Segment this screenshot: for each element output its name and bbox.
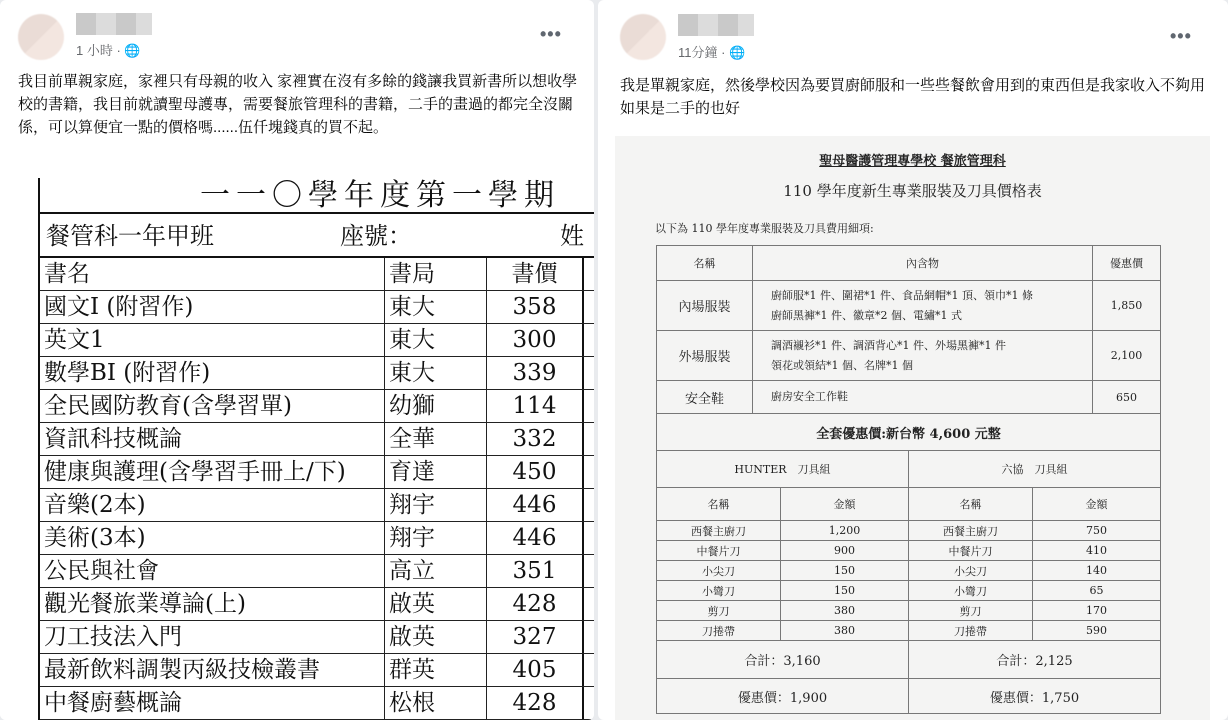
set-total: 合計：2,125 <box>909 641 1161 679</box>
table-row <box>657 601 1161 621</box>
header-cell: 金額 <box>781 488 909 521</box>
post-time[interactable] <box>76 40 141 59</box>
table-row <box>40 456 594 489</box>
item-name: 外場服裝 <box>657 331 753 381</box>
name-label: 姓 <box>560 222 584 250</box>
knife-name: 小尖刀 <box>657 561 781 581</box>
table-row <box>40 621 594 654</box>
item-price: 650 <box>1093 381 1161 414</box>
doc-title: 110 學年度新生專業服裝及刀具價格表 <box>783 182 1042 200</box>
booklist-table <box>38 178 594 720</box>
author-name-blurred[interactable] <box>76 13 152 35</box>
book-name: 公民與社會 <box>40 555 385 587</box>
header-cell: 名稱 <box>657 488 781 521</box>
item-price: 2,100 <box>1093 331 1161 381</box>
knife-name: 西餐主廚刀 <box>909 521 1033 541</box>
doc-title: 一一〇學年度第一學期 <box>40 178 594 214</box>
price: 446 <box>487 522 584 554</box>
header-cell: 優惠價 <box>1093 246 1161 281</box>
item-name: 內場服裝 <box>657 281 753 331</box>
book-name: 數學BI (附習作) <box>40 357 385 389</box>
price: 300 <box>487 324 584 356</box>
book-name: 刀工技法入門 <box>40 621 385 653</box>
knife-price: 150 <box>781 561 909 581</box>
price: 450 <box>487 456 584 488</box>
knife-price: 380 <box>781 601 909 621</box>
post-text: 我是單親家庭，然後學校因為要買廚師服和一些些餐飲會用到的東西但是我家收入不夠用如果是二手的也好 <box>620 77 1206 117</box>
knife-name: 西餐主廚刀 <box>657 521 781 541</box>
header-cell: 名稱 <box>909 488 1033 521</box>
table-header <box>657 246 1161 281</box>
contents-line: 調酒襯衫*1 件、調酒背心*1 件、外場黑褲*1 件 <box>771 338 1006 352</box>
more-options-button[interactable]: ••• <box>540 24 562 44</box>
set-title: HUNTER 刀具組 <box>657 451 909 488</box>
set-discount: 優惠價：1,900 <box>657 679 909 714</box>
knife-name: 刀捲帶 <box>657 621 781 641</box>
book-name: 健康與護理(含學習手冊上/下) <box>40 456 385 488</box>
table-row <box>40 555 594 588</box>
knife-price: 750 <box>1033 521 1161 541</box>
knife-price: 410 <box>1033 541 1161 561</box>
item-contents <box>753 331 1093 381</box>
globe-icon: 🌐 <box>124 43 141 58</box>
table-row <box>40 654 594 687</box>
book-name: 資訊科技概論 <box>40 423 385 455</box>
publisher: 翔宇 <box>385 522 487 554</box>
knife-price: 65 <box>1033 581 1161 601</box>
book-name: 觀光餐旅業導論(上) <box>40 588 385 620</box>
table-row <box>657 561 1161 581</box>
table-row <box>40 588 594 621</box>
school-name: 聖母醫護管理專學校 餐旅管理科 <box>819 154 1006 169</box>
class-row <box>40 214 594 258</box>
post-time[interactable] <box>678 42 745 61</box>
set-total: 合計：3,160 <box>657 641 909 679</box>
table-row <box>657 521 1161 541</box>
table-row <box>40 687 594 720</box>
knife-name: 中餐片刀 <box>909 541 1033 561</box>
price: 405 <box>487 654 584 686</box>
table-row <box>40 522 594 555</box>
uniform-table <box>656 245 1161 451</box>
contents-line: 廚師黑褲*1 件、徽章*2 個、電繡*1 式 <box>771 308 962 322</box>
knife-price: 170 <box>1033 601 1161 621</box>
item-contents <box>753 281 1093 331</box>
knife-price: 1,200 <box>781 521 909 541</box>
post-image[interactable] <box>615 136 1210 720</box>
price: 327 <box>487 621 584 653</box>
book-name: 中餐廚藝概論 <box>40 687 385 719</box>
price: 339 <box>487 357 584 389</box>
price: 428 <box>487 588 584 620</box>
class-label: 餐管科一年甲班 <box>46 222 214 250</box>
book-name: 英文1 <box>40 324 385 356</box>
table-row <box>657 281 1161 331</box>
knife-price: 590 <box>1033 621 1161 641</box>
more-options-button[interactable]: ••• <box>1170 26 1192 46</box>
post-card-1 <box>0 0 594 720</box>
book-name: 國文Ⅰ (附習作) <box>40 291 385 323</box>
avatar[interactable] <box>620 14 666 60</box>
contents-line: 廚師服*1 件、圍裙*1 件、食品網帽*1 頂、領巾*1 條 <box>771 288 1033 302</box>
globe-icon: 🌐 <box>729 45 746 60</box>
package-total: 全套優惠價:新台幣 4,600 元整 <box>657 414 1161 451</box>
time-text: 11分鐘 · <box>678 45 726 60</box>
item-price: 1,850 <box>1093 281 1161 331</box>
table-row <box>657 581 1161 601</box>
knife-name: 小彎刀 <box>909 581 1033 601</box>
publisher: 東大 <box>385 357 487 389</box>
book-name: 全民國防教育(含學習單) <box>40 390 385 422</box>
contents-line: 廚房安全工作鞋 <box>771 390 848 403</box>
table-row <box>40 390 594 423</box>
author-name-blurred[interactable] <box>678 14 754 36</box>
set-title: 六協 刀具組 <box>909 451 1161 488</box>
item-name: 安全鞋 <box>657 381 753 414</box>
price: 446 <box>487 489 584 521</box>
publisher: 松根 <box>385 687 487 719</box>
post-text: 我目前單親家庭，家裡只有母親的收入 家裡實在沒有多餘的錢讓我買新書所以想收學校的書籍，我目前就讀聖母護專，需要餐旅管理科的書籍，二手的畫過的都完全沒關係，可以算便宜一點的價格嗎......伍仟塊錢真的買不起。 <box>18 73 578 136</box>
publisher: 育達 <box>385 456 487 488</box>
knife-name: 刀捲帶 <box>909 621 1033 641</box>
table-row <box>657 331 1161 381</box>
book-name: 最新飲料調製丙級技檢叢書 <box>40 654 385 686</box>
post-card-2 <box>598 0 1228 720</box>
price: 358 <box>487 291 584 323</box>
contents-line: 領花或領結*1 個、名牌*1 個 <box>771 358 913 372</box>
header-cell: 書價 <box>487 258 584 290</box>
publisher: 幼獅 <box>385 390 487 422</box>
intro-text: 以下為 110 學年度專業服裝及刀具費用細項: <box>655 222 874 235</box>
publisher: 東大 <box>385 291 487 323</box>
header-cell: 書名 <box>40 258 385 290</box>
price: 114 <box>487 390 584 422</box>
time-text: 1 小時 · <box>76 43 121 58</box>
knife-table <box>656 450 1161 714</box>
book-name: 音樂(2本) <box>40 489 385 521</box>
table-row <box>40 357 594 390</box>
knife-price: 380 <box>781 621 909 641</box>
table-row <box>40 324 594 357</box>
knife-name: 剪刀 <box>657 601 781 621</box>
knife-price: 900 <box>781 541 909 561</box>
publisher: 東大 <box>385 324 487 356</box>
price: 351 <box>487 555 584 587</box>
table-row <box>657 381 1161 414</box>
knife-name: 剪刀 <box>909 601 1033 621</box>
header-cell: 內含物 <box>753 246 1093 281</box>
table-header <box>40 258 594 291</box>
publisher: 啟英 <box>385 588 487 620</box>
publisher: 群英 <box>385 654 487 686</box>
price: 428 <box>487 687 584 719</box>
table-row <box>657 541 1161 561</box>
knife-name: 中餐片刀 <box>657 541 781 561</box>
header-cell: 名稱 <box>657 246 753 281</box>
table-row <box>40 489 594 522</box>
set-discount: 優惠價：1,750 <box>909 679 1161 714</box>
knife-name: 小尖刀 <box>909 561 1033 581</box>
header-cell: 書局 <box>385 258 487 290</box>
publisher: 啟英 <box>385 621 487 653</box>
price: 332 <box>487 423 584 455</box>
publisher: 高立 <box>385 555 487 587</box>
knife-name: 小彎刀 <box>657 581 781 601</box>
header-cell: 金額 <box>1033 488 1161 521</box>
publisher: 全華 <box>385 423 487 455</box>
post-image[interactable] <box>0 175 594 720</box>
item-contents <box>753 381 1093 414</box>
table-row <box>40 291 594 324</box>
publisher: 翔宇 <box>385 489 487 521</box>
table-row <box>40 423 594 456</box>
knife-price: 150 <box>781 581 909 601</box>
seat-label: 座號： <box>340 222 412 250</box>
avatar[interactable] <box>18 14 64 60</box>
knife-price: 140 <box>1033 561 1161 581</box>
table-row <box>657 621 1161 641</box>
book-name: 美術(3本) <box>40 522 385 554</box>
